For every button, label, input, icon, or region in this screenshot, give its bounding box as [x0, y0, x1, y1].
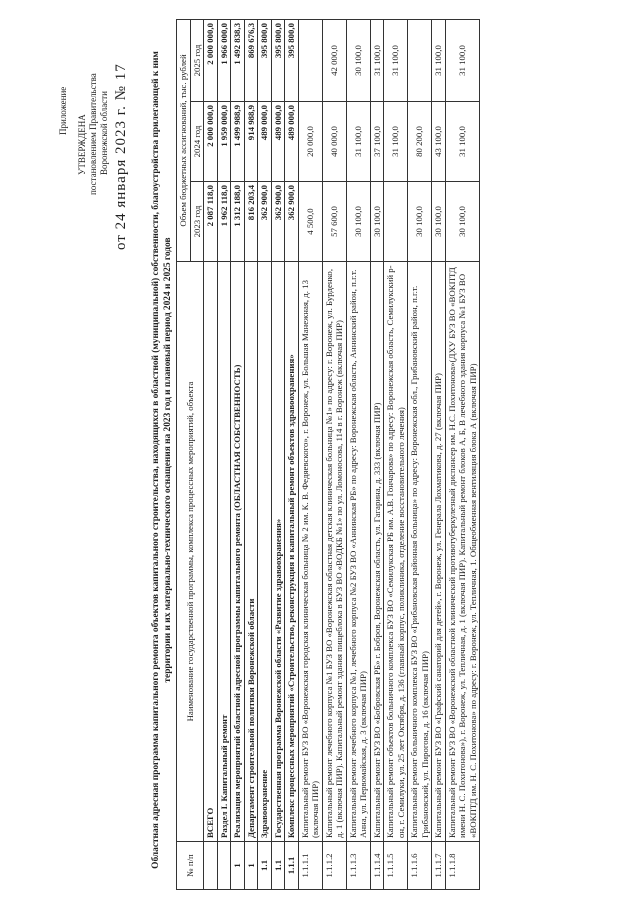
row-value-2024: 2 000 000,0 [204, 102, 218, 182]
decree-line-1: постановлением Правительства [88, 73, 98, 195]
row-name: Капитальный ремонт лечебного корпуса №1, лечебного корпуса №2 БУЗ ВО «Аннинская РБ» по адресу: Воронежская область, Аннинский район, п.г.т. Анна, ул. Первомайская, д. 3 (включая ПИР) [346, 262, 370, 842]
table-body [204, 19, 480, 889]
row-value-2025: 1 966 000,0 [217, 19, 231, 101]
row-value-2023: 30 100,0 [432, 182, 446, 262]
row-number: 1.1.1.4 [370, 842, 384, 890]
col-header-year-2024: 2024 год [190, 102, 204, 182]
row-value-2023 [384, 182, 408, 262]
table-header-row [177, 19, 191, 889]
row-value-2023: 816 203,4 [244, 182, 258, 262]
document-title: Областная адресная программа капитального ремонта объектов капитального строительства, находящихся в областной (муниципальной) собственности, благоустройства прилегающей к ним территории и их материально-технического оснащения на 2023 год и плановый период 2024 и 2025 годов [151, 51, 173, 869]
table-row [271, 19, 285, 889]
row-value-2025: 31 100,0 [370, 19, 384, 101]
row-number: 1.1.1.8 [445, 842, 480, 890]
row-value-2023: 1 962 118,0 [217, 182, 231, 262]
row-value-2024: 31 100,0 [384, 102, 408, 182]
row-value-2025 [408, 19, 432, 101]
row-value-2024: 489 000,0 [258, 102, 272, 182]
row-value-2025: 42 000,0 [322, 19, 346, 101]
row-number: 1 [231, 842, 245, 890]
program-table [176, 19, 480, 890]
row-name: Государственная программа Воронежской области «Развитие здравоохранения» [271, 262, 285, 842]
row-value-2023: 362 900,0 [285, 182, 299, 262]
row-name: Реализация мероприятий областной адресной программы капитального ремонта (ОБЛАСТНАЯ СОБСТВЕННОСТЬ) [231, 262, 245, 842]
row-value-2023: 30 100,0 [346, 182, 370, 262]
row-value-2024: 489 000,0 [285, 102, 299, 182]
decree-line-2: Воронежской области [99, 91, 109, 175]
decree-date: от 24 января 2023 г. № 17 [113, 63, 129, 250]
row-value-2024: 1 959 000,0 [217, 102, 231, 182]
row-number: 1.1.1.7 [432, 842, 446, 890]
table-row [346, 19, 370, 889]
row-value-2025: 395 800,0 [258, 19, 272, 101]
approved-label: УТВЕРЖДЕНА [77, 114, 87, 175]
row-value-2025: 869 676,3 [244, 19, 258, 101]
col-header-no: № п/п [177, 842, 204, 890]
row-value-2024: 40 000,0 [322, 102, 346, 182]
row-name: ВСЕГО [204, 262, 218, 842]
table-row [285, 19, 299, 889]
row-value-2024: 31 100,0 [445, 102, 480, 182]
row-name: Здравоохранение [258, 262, 272, 842]
row-number: 1.1.1.6 [408, 842, 432, 890]
row-value-2025: 395 800,0 [271, 19, 285, 101]
appendix-label: Приложение [58, 86, 68, 135]
row-value-2024: 80 200,0 [408, 102, 432, 182]
row-number [204, 842, 218, 890]
row-value-2025: 31 100,0 [384, 19, 408, 101]
table-row [217, 19, 231, 889]
row-value-2024: 1 499 988,9 [231, 102, 245, 182]
row-name: Комплекс процессных мероприятий «Строительство, реконструкция и капитальный ремонт объектов здравоохранения» [285, 262, 299, 842]
row-value-2025: 1 492 838,3 [231, 19, 245, 101]
row-value-2025: 2 000 000,0 [204, 19, 218, 101]
row-value-2024: 31 100,0 [346, 102, 370, 182]
row-value-2023: 30 100,0 [445, 182, 480, 262]
row-value-2025: 31 100,0 [432, 19, 446, 101]
table-row [244, 19, 258, 889]
table-row [432, 19, 446, 889]
col-header-year-2025: 2025 год [190, 19, 204, 101]
row-value-2024: 914 988,9 [244, 102, 258, 182]
row-number: 1.1.1.2 [322, 842, 346, 890]
row-value-2023: 1 312 188,0 [231, 182, 245, 262]
table-row [298, 19, 322, 889]
row-name: Капитальный ремонт БУЗ ВО «Графский санаторий для детей», г. Воронеж, ул. Генерала Лохматикова, д. 27 (включая ПИР) [432, 262, 446, 842]
row-value-2024: 37 100,0 [370, 102, 384, 182]
row-value-2024: 43 100,0 [432, 102, 446, 182]
row-number: 1.1.1.1 [298, 842, 322, 890]
row-value-2025 [298, 19, 322, 101]
table-row [258, 19, 272, 889]
col-header-year-2023: 2023 год [190, 182, 204, 262]
row-name: Капитальный ремонт объектов больничного комплекса БУЗ ВО «Семилукская РБ им. А.В. Гончарова» по адресу: Воронежская область, Семилукский р-он, г. Семилуки, ул. 25 лет Октября, д. 136 (главный корпус, поликлиника, отделение восстановительного лечения) [384, 262, 408, 842]
row-name: Департамент строительной политики Воронежской области [244, 262, 258, 842]
row-value-2025: 30 100,0 [346, 19, 370, 101]
row-number: 1.1.1.3 [346, 842, 370, 890]
row-name: Раздел I. Капитальный ремонт [217, 262, 231, 842]
row-value-2023: 362 900,0 [271, 182, 285, 262]
table-row [445, 19, 480, 889]
row-value-2023: 362 900,0 [258, 182, 272, 262]
row-number: 1.1.1 [285, 842, 299, 890]
col-header-name: Наименование государственной программы, комплекса процессных мероприятий, объекта [177, 262, 204, 842]
row-value-2024: 20 000,0 [298, 102, 322, 182]
row-value-2023: 57 600,0 [322, 182, 346, 262]
table-row [231, 19, 245, 889]
row-value-2024: 489 000,0 [271, 102, 285, 182]
table-row [204, 19, 218, 889]
approval-block [58, 5, 110, 195]
row-name: Капитальный ремонт БУЗ ВО «Воронежский областной клинический противотуберкулезный диспансер им. Н.С. Похитонова»(ДХУ БУЗ ВО «ВОКПТД имени Н. С. Похитонова»), г. Воронеж, ул. Тепличная, д. 1 (включая ПИР). Капитальный ремонт блоков А, Б, В лечебного здания корпуса №1 БУЗ ВО «ВОКПТД им. Н. С. Похитонова» по адресу: г. Воронеж, ул. Тепличная, 1. Общеобменная вентиляция блока А (включая ПИР) [445, 262, 480, 842]
row-value-2025: 395 800,0 [285, 19, 299, 101]
row-value-2023: 30 100,0 [408, 182, 432, 262]
row-number: 1.1 [258, 842, 272, 890]
row-number: 1 [244, 842, 258, 890]
row-name: Капитальный ремонт лечебного корпуса №1 БУЗ ВО «Воронежская областная детская клиническая больница №1» по адресу: г. Воронеж, ул. Бурденко, д. 1 (включая ПИР). Капитальный ремонт здания пищеблока в БУЗ ВО «ВОДКБ №1» по ул. Ломоносова, 114 в г. Воронеж (включая ПИР) [322, 262, 346, 842]
row-value-2025: 31 100,0 [445, 19, 480, 101]
table-row [370, 19, 384, 889]
row-value-2023: 4 500,0 [298, 182, 322, 262]
row-name: Капитальный ремонт БУЗ ВО «Бобровская РБ» г. Бобров, Воронежская область, ул. Гагарина, д. 333 (включая ПИР) [370, 262, 384, 842]
row-number: 1.1 [271, 842, 285, 890]
col-header-volume: Объем бюджетных ассигнований, тыс. рублей [177, 19, 191, 261]
row-name: Капитальный ремонт больничного комплекса БУЗ ВО «Грибановская районная больница» по адресу: Воронежская обл., Грибановский район, п.г.т. Грибановский, ул. Пирогова, д. 16 (включая ПИР) [408, 262, 432, 842]
row-value-2023: 30 100,0 [370, 182, 384, 262]
row-name: Капитальный ремонт БУЗ ВО «Воронежская городская клиническая больница № 2 им. К. В. Федяевского», г. Воронеж, ул. Большая Манежная, д. 13 (включая ПИР) [298, 262, 322, 842]
row-number: 1.1.1.5 [384, 842, 408, 890]
row-value-2023: 2 087 118,0 [204, 182, 218, 262]
table-row [408, 19, 432, 889]
table-row [322, 19, 346, 889]
row-number [217, 842, 231, 890]
table-row [384, 19, 408, 889]
